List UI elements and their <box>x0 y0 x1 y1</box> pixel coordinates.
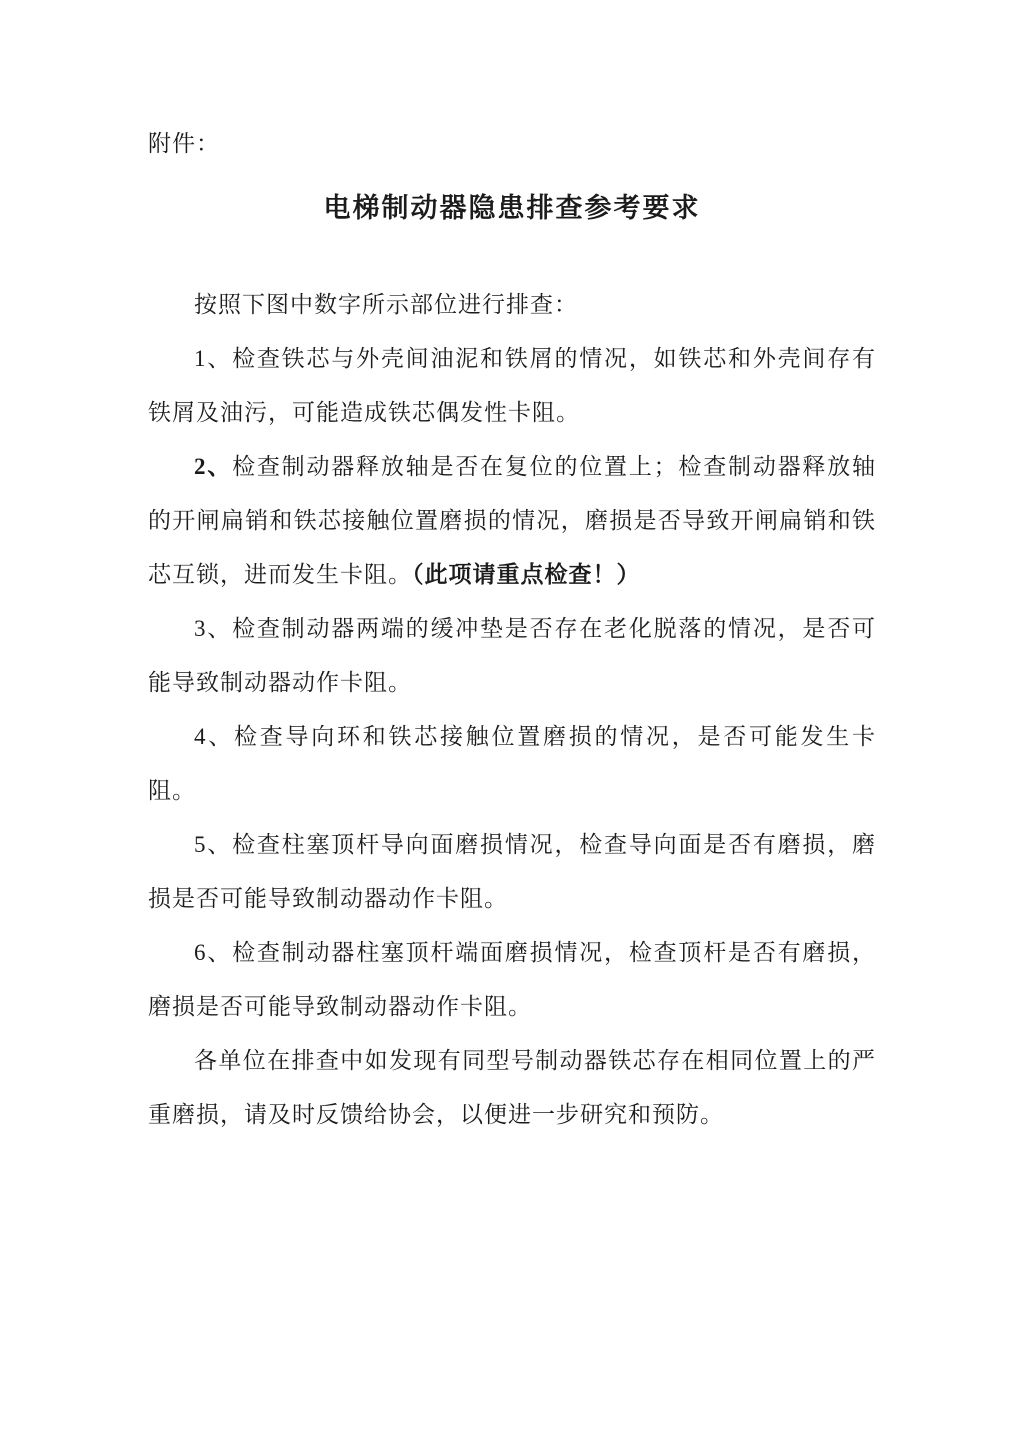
item-bold-note: （此项请重点检查！） <box>412 562 641 587</box>
item-text: 检查铁芯与外壳间油泥和铁屑的情况，如铁芯和外壳间存有铁屑及油污，可能造成铁芯偶发性卡阻。 <box>148 346 877 425</box>
item-number: 5、 <box>194 832 233 857</box>
item-number: 3、 <box>194 616 233 641</box>
item-text: 检查导向环和铁芯接触位置磨损的情况，是否可能发生卡阻。 <box>148 724 876 803</box>
item-number: 1、 <box>194 346 233 371</box>
document-title: 电梯制动器隐患排查参考要求 <box>323 193 701 223</box>
intro-text: 按照下图中数字所示部位进行排查： <box>194 292 578 317</box>
item-paragraph-5 <box>148 818 876 926</box>
attachment-label: 附件： <box>148 131 220 156</box>
document-body <box>148 278 876 1142</box>
item-number: 4、 <box>194 724 234 749</box>
item-number: 2、 <box>194 454 233 479</box>
item-paragraph-6 <box>148 926 876 1034</box>
intro-paragraph <box>148 278 876 332</box>
closing-text: 各单位在排查中如发现有同型号制动器铁芯存在相同位置上的严重磨损，请及时反馈给协会，以便进一步研究和预防。 <box>148 1048 876 1127</box>
item-number: 6、 <box>194 940 233 965</box>
item-paragraph-3 <box>148 602 876 710</box>
item-paragraph-2 <box>148 440 876 602</box>
item-text: 检查制动器柱塞顶杆端面磨损情况，检查顶杆是否有磨损，磨损是否可能导致制动器动作卡阻。 <box>148 940 877 1019</box>
closing-paragraph <box>148 1034 876 1142</box>
item-paragraph-4 <box>148 710 876 818</box>
item-paragraph-1 <box>148 332 876 440</box>
item-text: 检查柱塞顶杆导向面磨损情况，检查导向面是否有磨损，磨损是否可能导致制动器动作卡阻。 <box>148 832 877 911</box>
item-text: 检查制动器两端的缓冲垫是否存在老化脱落的情况，是否可能导致制动器动作卡阻。 <box>148 616 877 695</box>
item-text: 检查制动器释放轴是否在复位的位置上；检查制动器释放轴的开闸扁销和铁芯接触位置磨损的情况，磨损是否导致开闸扁销和铁芯互锁，进而发生卡阻。 <box>148 454 877 587</box>
